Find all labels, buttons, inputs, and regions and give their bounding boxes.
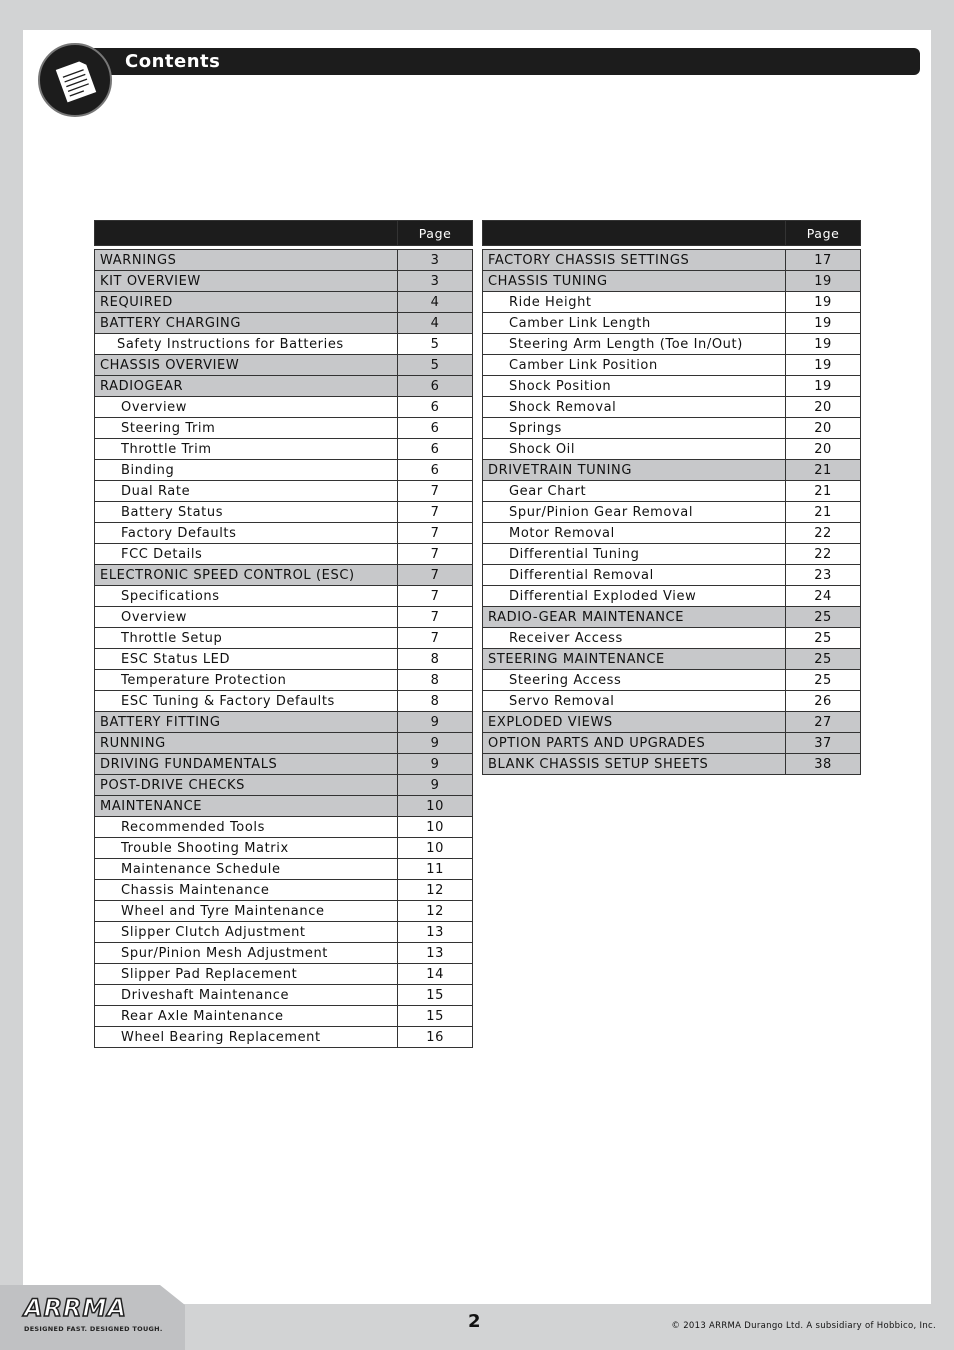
toc-entry-page: 21 (786, 481, 861, 502)
toc-entry-page: 20 (786, 397, 861, 418)
toc-entry-page: 20 (786, 439, 861, 460)
toc-entry-title: Springs (483, 418, 786, 439)
toc-entry-page: 9 (398, 775, 473, 796)
toc-entry-page: 9 (398, 754, 473, 775)
toc-entry-title: Steering Arm Length (Toe In/Out) (483, 334, 786, 355)
toc-entry-page: 25 (786, 670, 861, 691)
toc-entry-title: BATTERY CHARGING (95, 313, 398, 334)
toc-entry-title: RADIO-GEAR MAINTENANCE (483, 607, 786, 628)
toc-entry-title: Chassis Maintenance (95, 880, 398, 901)
toc-entry-title: Shock Removal (483, 397, 786, 418)
toc-entry (483, 439, 861, 460)
toc-entry (483, 250, 861, 271)
toc-entry-page: 26 (786, 691, 861, 712)
toc-header-row (483, 221, 861, 246)
toc-entry (483, 292, 861, 313)
toc-entry (483, 565, 861, 586)
toc-entry (95, 670, 473, 691)
toc-entry (483, 754, 861, 775)
toc-entry-page: 37 (786, 733, 861, 754)
toc-entry (483, 628, 861, 649)
toc-entry-title: Binding (95, 460, 398, 481)
toc-entry-title: ELECTRONIC SPEED CONTROL (ESC) (95, 565, 398, 586)
toc-entry-title: Receiver Access (483, 628, 786, 649)
toc-entry (95, 796, 473, 817)
toc-entry-title: POST-DRIVE CHECKS (95, 775, 398, 796)
toc-entry-title: Ride Height (483, 292, 786, 313)
toc-entry-title: ESC Status LED (95, 649, 398, 670)
toc-entry (95, 985, 473, 1006)
toc-entry-title: Safety Instructions for Batteries (95, 334, 398, 355)
toc-entry-page: 8 (398, 670, 473, 691)
toc-entry-title: Overview (95, 607, 398, 628)
toc-entry-page: 7 (398, 586, 473, 607)
toc-entry-title: Motor Removal (483, 523, 786, 544)
toc-entry-page: 7 (398, 523, 473, 544)
copyright-notice: © 2013 ARRMA Durango Ltd. A subsidiary of Hobbico, Inc. (671, 1321, 936, 1331)
toc-entry-title: Slipper Clutch Adjustment (95, 922, 398, 943)
toc-entry-page: 13 (398, 922, 473, 943)
toc-entry-page: 6 (398, 439, 473, 460)
toc-entry-page: 10 (398, 817, 473, 838)
toc-entry-title: Overview (95, 397, 398, 418)
toc-entry (483, 313, 861, 334)
toc-entry-page: 13 (398, 943, 473, 964)
toc-entry-page: 9 (398, 733, 473, 754)
toc-entry-title: Gear Chart (483, 481, 786, 502)
toc-entry-title: Steering Access (483, 670, 786, 691)
toc-entry-page: 19 (786, 292, 861, 313)
toc-header-blank (483, 221, 786, 246)
toc-entry-title: RUNNING (95, 733, 398, 754)
toc-entry-title: Throttle Trim (95, 439, 398, 460)
toc-entry (95, 271, 473, 292)
toc-entry-page: 19 (786, 271, 861, 292)
toc-entry-title: Battery Status (95, 502, 398, 523)
toc-entry-title: Recommended Tools (95, 817, 398, 838)
toc-entry (95, 922, 473, 943)
page-number: 2 (468, 1311, 481, 1332)
toc-entry-title: ESC Tuning & Factory Defaults (95, 691, 398, 712)
toc-entry-title: STEERING MAINTENANCE (483, 649, 786, 670)
toc-entry-page: 19 (786, 334, 861, 355)
toc-entry-title: Driveshaft Maintenance (95, 985, 398, 1006)
toc-entry (483, 334, 861, 355)
toc-entry-page: 20 (786, 418, 861, 439)
toc-entry-page: 25 (786, 628, 861, 649)
toc-entry-title: Slipper Pad Replacement (95, 964, 398, 985)
toc-entry-page: 17 (786, 250, 861, 271)
toc-entry-page: 8 (398, 649, 473, 670)
toc-entry-page: 10 (398, 796, 473, 817)
toc-entry (95, 1006, 473, 1027)
toc-entry (95, 397, 473, 418)
toc-entry (483, 607, 861, 628)
toc-entry-page: 7 (398, 481, 473, 502)
toc-entry (95, 649, 473, 670)
toc-entry-title: CHASSIS TUNING (483, 271, 786, 292)
toc-entry-page: 6 (398, 418, 473, 439)
toc-entry (95, 544, 473, 565)
document-icon (38, 43, 112, 117)
toc-entry (483, 355, 861, 376)
toc-entry-page: 15 (398, 1006, 473, 1027)
toc-entry-page: 24 (786, 586, 861, 607)
toc-entry-page: 25 (786, 607, 861, 628)
toc-entry (95, 607, 473, 628)
toc-entry-title: OPTION PARTS AND UPGRADES (483, 733, 786, 754)
toc-entry-page: 19 (786, 376, 861, 397)
toc-entry-title: Specifications (95, 586, 398, 607)
toc-entry (95, 418, 473, 439)
toc-entry-title: Trouble Shooting Matrix (95, 838, 398, 859)
toc-entry-title: Spur/Pinion Mesh Adjustment (95, 943, 398, 964)
toc-entry (483, 712, 861, 733)
toc-header-row (95, 221, 473, 246)
toc-entry (95, 817, 473, 838)
toc-entry-title: Spur/Pinion Gear Removal (483, 502, 786, 523)
toc-entry-title: Wheel Bearing Replacement (95, 1027, 398, 1048)
toc-entry-title: BLANK CHASSIS SETUP SHEETS (483, 754, 786, 775)
toc-entry-page: 7 (398, 544, 473, 565)
toc-entry-page: 5 (398, 355, 473, 376)
toc-header-page: Page (786, 221, 861, 246)
toc-entry (95, 901, 473, 922)
toc-entry-page: 15 (398, 985, 473, 1006)
toc-entry-title: MAINTENANCE (95, 796, 398, 817)
toc-entry-title: Differential Tuning (483, 544, 786, 565)
toc-entry-page: 7 (398, 607, 473, 628)
toc-entry (483, 460, 861, 481)
page-title: Contents (125, 51, 221, 72)
toc-entry-title: Wheel and Tyre Maintenance (95, 901, 398, 922)
toc-entry-title: Differential Removal (483, 565, 786, 586)
toc-entry (95, 838, 473, 859)
toc-entry-title: Shock Position (483, 376, 786, 397)
toc-entry-page: 6 (398, 460, 473, 481)
toc-entry (95, 880, 473, 901)
toc-entry-page: 22 (786, 544, 861, 565)
toc-entry (95, 565, 473, 586)
toc-entry (95, 292, 473, 313)
toc-entry-title: Differential Exploded View (483, 586, 786, 607)
toc-entry-page: 22 (786, 523, 861, 544)
toc-entry (95, 481, 473, 502)
toc-entry-page: 6 (398, 376, 473, 397)
toc-entry (95, 502, 473, 523)
toc-entry (483, 418, 861, 439)
toc-entry-page: 12 (398, 880, 473, 901)
toc-entry-title: Dual Rate (95, 481, 398, 502)
toc-entry-title: FCC Details (95, 544, 398, 565)
toc-header-blank (95, 221, 398, 246)
toc-entry-title: EXPLODED VIEWS (483, 712, 786, 733)
toc-entry (95, 691, 473, 712)
title-bar (70, 48, 920, 75)
toc-entry (483, 376, 861, 397)
toc-entry-page: 38 (786, 754, 861, 775)
toc-entry-page: 4 (398, 313, 473, 334)
toc-entry (95, 964, 473, 985)
toc-entry-page: 9 (398, 712, 473, 733)
toc-entry-page: 27 (786, 712, 861, 733)
toc-entry (95, 712, 473, 733)
toc-entry-page: 7 (398, 502, 473, 523)
toc-table-left (94, 220, 473, 1048)
toc-entry (95, 523, 473, 544)
toc-entry-page: 16 (398, 1027, 473, 1048)
toc-entry-page: 11 (398, 859, 473, 880)
toc-entry (95, 313, 473, 334)
toc-entry-page: 23 (786, 565, 861, 586)
toc-entry-title: Camber Link Length (483, 313, 786, 334)
toc-entry-title: REQUIRED (95, 292, 398, 313)
toc-entry (95, 439, 473, 460)
toc-entry (95, 859, 473, 880)
toc-table-right (482, 220, 861, 775)
toc-entry-title: Steering Trim (95, 418, 398, 439)
toc-entry-page: 21 (786, 460, 861, 481)
toc-entry-page: 12 (398, 901, 473, 922)
toc-entry (95, 775, 473, 796)
toc-entry-page: 19 (786, 313, 861, 334)
toc-entry-page: 14 (398, 964, 473, 985)
toc-entry-title: Maintenance Schedule (95, 859, 398, 880)
toc-entry-title: FACTORY CHASSIS SETTINGS (483, 250, 786, 271)
toc-entry-title: Throttle Setup (95, 628, 398, 649)
toc-entry (483, 481, 861, 502)
toc-entry (95, 355, 473, 376)
toc-entry-page: 6 (398, 397, 473, 418)
toc-entry (95, 250, 473, 271)
toc-entry-title: KIT OVERVIEW (95, 271, 398, 292)
toc-entry (95, 586, 473, 607)
toc-entry (95, 460, 473, 481)
toc-entry-page: 25 (786, 649, 861, 670)
arrma-logo: ARRMA (24, 1294, 127, 1322)
toc-entry (483, 502, 861, 523)
toc-header-page: Page (398, 221, 473, 246)
toc-entry-title: Shock Oil (483, 439, 786, 460)
toc-entry (95, 376, 473, 397)
toc-entry (95, 1027, 473, 1048)
toc-entry-page: 19 (786, 355, 861, 376)
toc-entry-title: BATTERY FITTING (95, 712, 398, 733)
toc-entry-title: Temperature Protection (95, 670, 398, 691)
toc-entry-title: RADIOGEAR (95, 376, 398, 397)
toc-entry (95, 943, 473, 964)
toc-entry (95, 754, 473, 775)
toc-entry-title: Factory Defaults (95, 523, 398, 544)
toc-entry (483, 544, 861, 565)
toc-entry-page: 7 (398, 565, 473, 586)
toc-entry-title: CHASSIS OVERVIEW (95, 355, 398, 376)
toc-entry (483, 523, 861, 544)
toc-entry-page: 10 (398, 838, 473, 859)
toc-entry-page: 3 (398, 271, 473, 292)
toc-entry-title: Servo Removal (483, 691, 786, 712)
toc-entry-page: 3 (398, 250, 473, 271)
toc-entry (483, 397, 861, 418)
toc-entry-title: Camber Link Position (483, 355, 786, 376)
toc-entry-title: Rear Axle Maintenance (95, 1006, 398, 1027)
toc-entry-title: DRIVETRAIN TUNING (483, 460, 786, 481)
toc-entry (483, 691, 861, 712)
toc-entry (483, 670, 861, 691)
toc-entry-page: 7 (398, 628, 473, 649)
toc-entry (95, 334, 473, 355)
logo-tagline: DESIGNED FAST. DESIGNED TOUGH. (24, 1325, 163, 1333)
toc-entry-title: DRIVING FUNDAMENTALS (95, 754, 398, 775)
toc-entry-page: 21 (786, 502, 861, 523)
toc-entry-page: 4 (398, 292, 473, 313)
toc-entry-title: WARNINGS (95, 250, 398, 271)
toc-entry (95, 733, 473, 754)
toc-entry (95, 628, 473, 649)
toc-entry (483, 271, 861, 292)
toc-entry-page: 8 (398, 691, 473, 712)
toc-entry (483, 733, 861, 754)
toc-entry (483, 586, 861, 607)
toc-entry-page: 5 (398, 334, 473, 355)
toc-entry (483, 649, 861, 670)
